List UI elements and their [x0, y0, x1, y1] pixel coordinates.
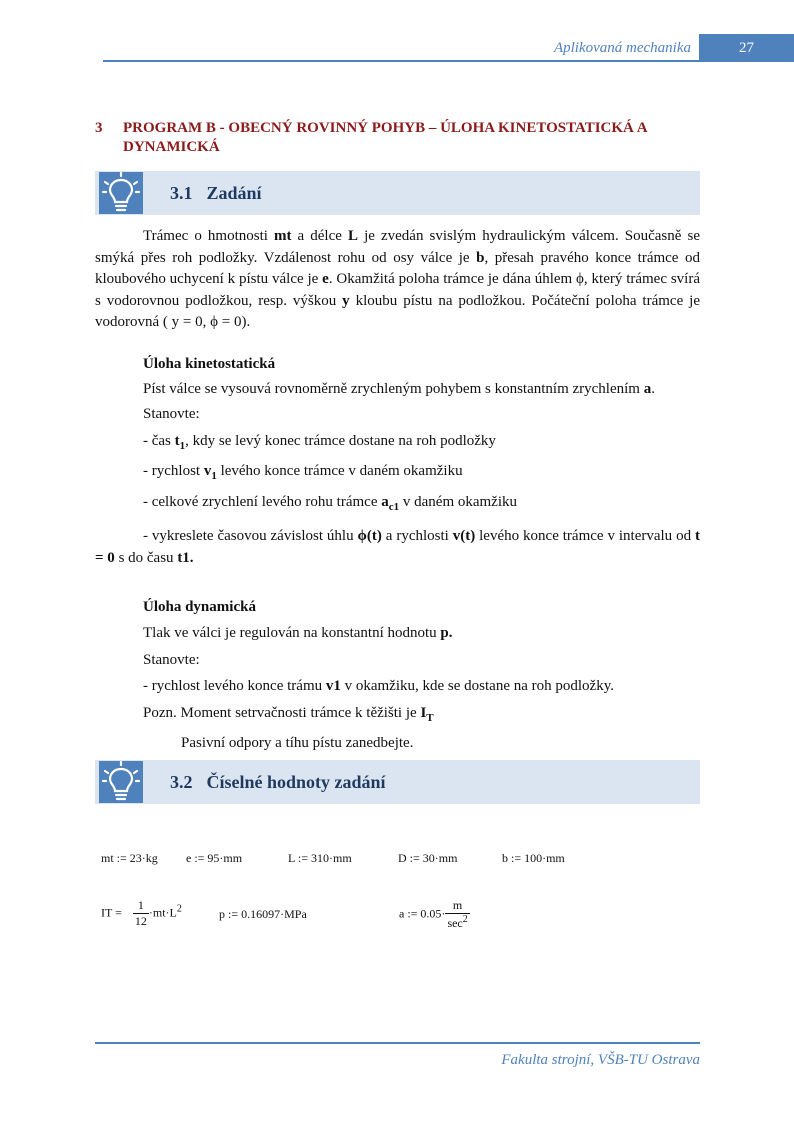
- dynamic-note: Pozn. Moment setrvačnosti trámce k těžišti je $I_T$: [143, 705, 434, 724]
- dynamic-line1: Tlak ve válci je regulován na konstantní hodnotu p.: [143, 625, 453, 641]
- chapter-heading: [95, 119, 705, 157]
- chapter-number: 3: [95, 120, 103, 136]
- running-header-title: Aplikovaná mechanika: [553, 40, 691, 56]
- footer-rule: [95, 1042, 700, 1044]
- section-bar-ciselne-hodnoty: [95, 760, 700, 804]
- value-D: D := 30·mm: [398, 851, 458, 865]
- intro-paragraph: Trámec o hmotnosti mt a délce L je zvedán svislým hydraulickým válcem. Současně se smýká přes roh podložky. Vzdálenost rohu od osy válce je b, přesah pravého konce trámce od kloubového uchycení k pístu válce je e. Okamžitá poloha trámce je dána úhlem ϕ, který trámec svírá s vodorovnou podložkou, resp. výškou y kloubu pístu na podložkou. Počáteční poloha trámce je vodorovná ( y = 0, ϕ = 0).: [95, 228, 700, 330]
- lightbulb-icon: [99, 172, 143, 214]
- kinetostatic-item-3: - celkové zrychlení levého rohu trámce $a_{c1}$ v daném okamžiku: [143, 494, 518, 513]
- heading-kinetostatic: Úloha kinetostatická: [143, 356, 276, 372]
- kinetostatic-item-2: - rychlost $v_1$ levého konce trámce v daném okamžiku: [143, 463, 463, 482]
- header-rule: [103, 60, 699, 62]
- dynamic-pasivni: Pasivní odpory a tíhu pístu zanedbejte.: [181, 735, 414, 751]
- section-title: 3.2 Číselné hodnoty zadání: [170, 772, 386, 792]
- kinetostatic-line1: Píst válce se vysouvá rovnoměrně zrychleným pohybem s konstantním zrychlením a.: [143, 381, 655, 397]
- value-e: e := 95·mm: [186, 851, 243, 865]
- section-bar-zadani: [95, 171, 700, 215]
- section-title: 3.1 Zadání: [170, 183, 262, 203]
- dynamic-item-1: - rychlost levého konce trámu v1 v okamžiku, kde se dostane na roh podložky.: [143, 678, 614, 694]
- kinetostatic-stanovte: Stanovte:: [143, 406, 200, 422]
- footer-text: Fakulta strojní, VŠB-TU Ostrava: [501, 1052, 700, 1068]
- kinetostatic-item-4: - vykreslete časovou závislost úhlu ϕ(t) a rychlosti v(t) levého konce trámce v intervalu od t = 0 s do času t1.: [95, 528, 700, 566]
- value-IT: IT = $\frac{1}{12}$ $\cdot mt\cdot L^2$: [101, 898, 182, 928]
- page-number: 27: [699, 34, 794, 62]
- dynamic-stanovte: Stanovte:: [143, 652, 200, 668]
- value-b: b := 100·mm: [502, 851, 565, 865]
- kinetostatic-item-1: - čas $t_1$, kdy se levý konec trámce dostane na roh podložky: [143, 433, 496, 452]
- value-mt: mt := 23·kg: [101, 851, 158, 865]
- value-a: a := 0.05· $\frac{m}{\sec^2}$: [399, 898, 468, 930]
- value-L: L := 310·mm: [288, 851, 352, 865]
- heading-dynamic: Úloha dynamická: [143, 599, 256, 615]
- value-p: p := 0.16097·MPa: [219, 907, 307, 921]
- chapter-title: PROGRAM B - OBECNÝ ROVINNÝ POHYB – ÚLOHA KINETOSTATICKÁ A DYNAMICKÁ: [123, 120, 647, 155]
- lightbulb-icon: [99, 761, 143, 803]
